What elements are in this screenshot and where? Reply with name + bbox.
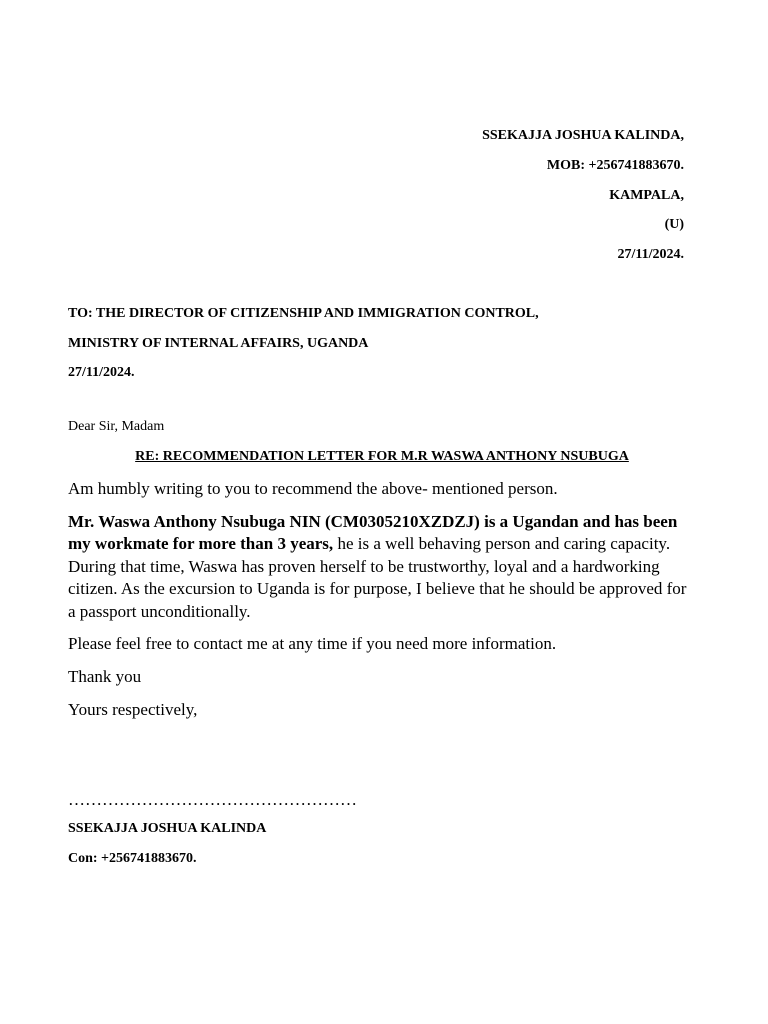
closing-line: Yours respectively, xyxy=(68,700,198,719)
subject-line: RE: RECOMMENDATION LETTER FOR M.R WASWA ANTHONY NSUBUGA xyxy=(135,449,629,464)
contact-note: Please feel free to contact me at any time if you need more information. xyxy=(68,634,557,653)
sender-name: SSEKAJJA JOSHUA KALINDA, xyxy=(482,128,684,143)
sender-block xyxy=(482,121,684,270)
signature-name: SSEKAJJA JOSHUA KALINDA xyxy=(68,821,267,836)
recommendation-bold-text: Mr. Waswa Anthony Nsubuga NIN (CM0305210XZDZJ) is a Ugandan and has been my workmate for more than 3 years, xyxy=(68,512,678,554)
recommendation-paragraph xyxy=(68,511,696,623)
sender-country: (U) xyxy=(664,217,684,233)
sender-city: KAMPALA, xyxy=(609,187,684,203)
recipient-block xyxy=(68,299,539,388)
signature-line: …………………………………………… xyxy=(68,790,357,809)
intro-paragraph: Am humbly writing to you to recommend the above- mentioned person. xyxy=(68,479,558,498)
sender-mobile: MOB: +256741883670. xyxy=(546,157,684,173)
salutation: Dear Sir, Madam xyxy=(68,419,165,434)
recipient-date: 27/11/2024. xyxy=(68,365,135,380)
thanks-line: Thank you xyxy=(68,667,142,686)
recommendation-text: he is a well behaving person and caring capacity. During that time, Waswa has proven herself to be trustworthy, loyal and a hardworking citizen. As the excursion to Uganda is for purpose, I believe that he should be approved for a passport unconditionally. xyxy=(68,534,687,621)
signature-contact: Con: +256741883670. xyxy=(68,851,197,866)
sender-date: 27/11/2024. xyxy=(617,247,684,263)
recipient-line-2: MINISTRY OF INTERNAL AFFAIRS, UGANDA xyxy=(68,335,369,351)
recipient-line-1: TO: THE DIRECTOR OF CITIZENSHIP AND IMMIGRATION CONTROL, xyxy=(68,306,539,321)
